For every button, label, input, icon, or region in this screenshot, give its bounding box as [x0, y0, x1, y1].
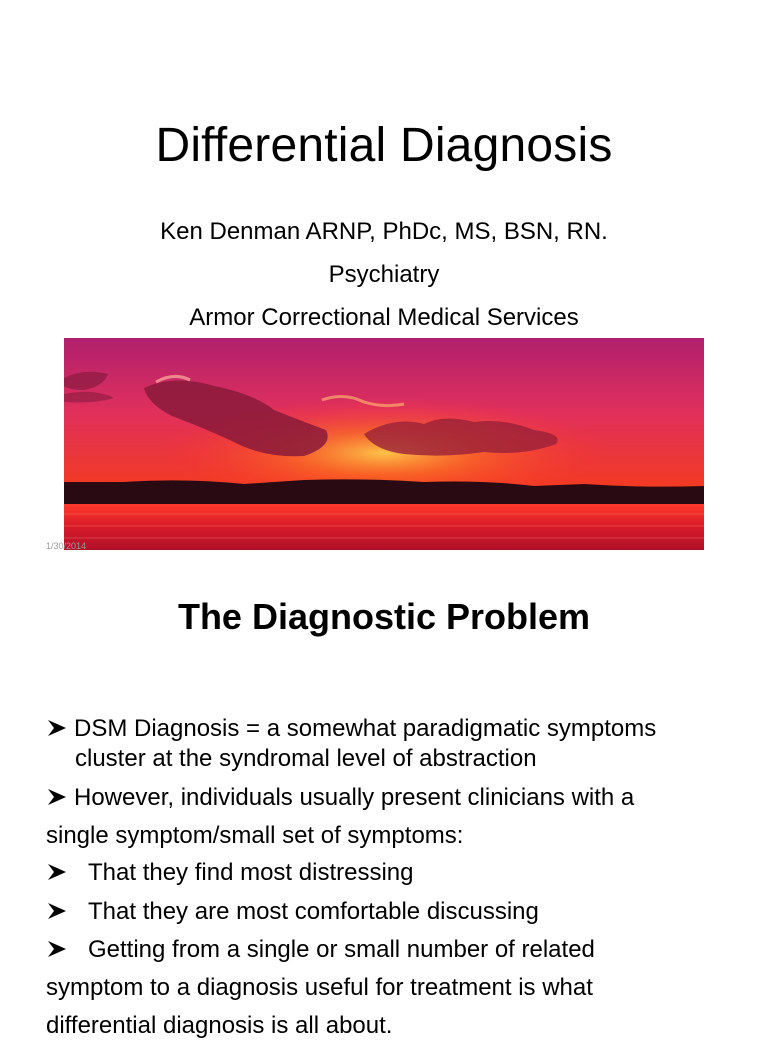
bullet-item: That they find most distressing [46, 858, 413, 888]
slide-title: Differential Diagnosis [155, 119, 613, 172]
bullet-item: Getting from a single or small number of related [46, 935, 595, 965]
arrowhead-bullet-icon [46, 901, 68, 921]
bullet-continuation: cluster at the syndromal level of abstraction [75, 745, 537, 772]
arrowhead-bullet-icon [46, 718, 68, 738]
organization-line: Armor Correctional Medical Services [189, 304, 579, 331]
bullet-continuation: single symptom/small set of symptoms: [46, 822, 464, 849]
bullet-item: However, individuals usually present clinicians with a [46, 783, 634, 813]
bullet-item: DSM Diagnosis = a somewhat paradigmatic symptoms [46, 714, 656, 744]
slide-date: 1/30/2014 [46, 541, 87, 551]
bullet-continuation: differential diagnosis is all about. [46, 1012, 393, 1039]
slide-title: The Diagnostic Problem [177, 596, 591, 637]
department-line: Psychiatry [328, 261, 440, 288]
author-line: Ken Denman ARNP, PhDc, MS, BSN, RN. [160, 218, 608, 245]
bullet-item: That they are most comfortable discussing [46, 897, 539, 927]
content-slide [0, 560, 768, 1039]
sunset-photo [64, 338, 704, 550]
arrowhead-bullet-icon [46, 939, 68, 959]
bullet-continuation: symptom to a diagnosis useful for treatment is what [46, 974, 593, 1001]
arrowhead-bullet-icon [46, 862, 68, 882]
arrowhead-bullet-icon [46, 787, 68, 807]
